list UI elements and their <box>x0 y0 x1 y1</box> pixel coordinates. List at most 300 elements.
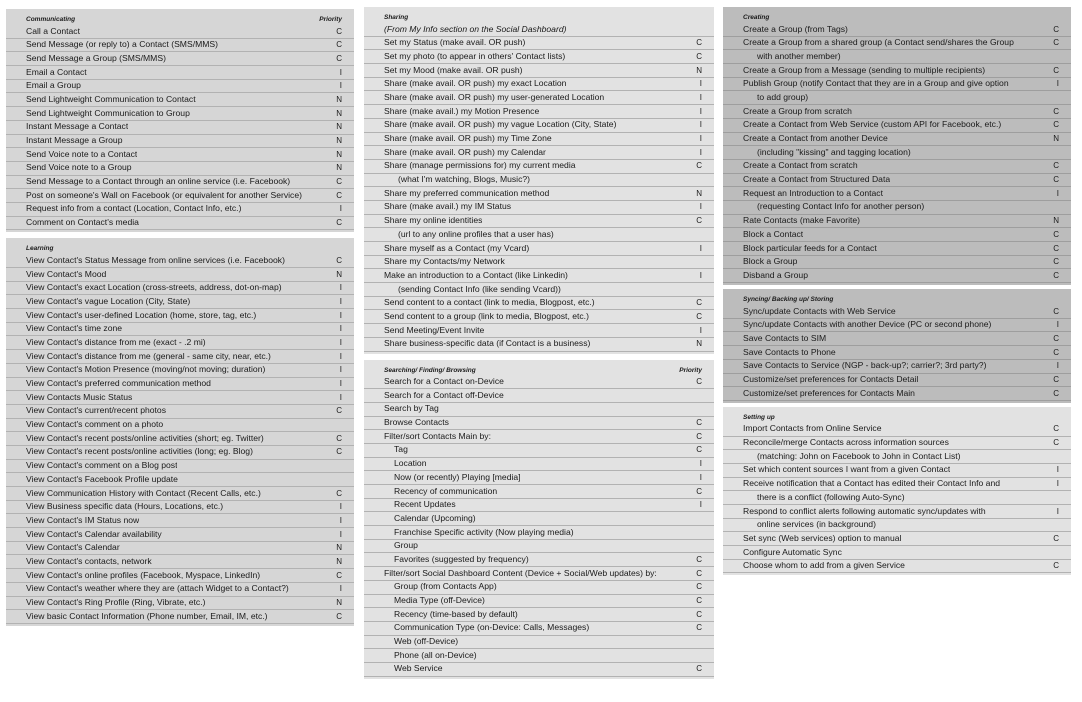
task-row <box>723 78 1071 92</box>
task-row <box>723 133 1071 147</box>
task-row <box>364 663 714 677</box>
task-row <box>364 444 714 458</box>
task-row <box>364 201 714 215</box>
task-row <box>6 93 354 107</box>
priority-value: C <box>1053 243 1059 253</box>
task-row <box>6 460 354 474</box>
task-label: there is a conflict (following Auto-Sync) <box>757 491 905 502</box>
priority-value: I <box>339 392 342 402</box>
task-row <box>364 471 714 485</box>
priority-value: C <box>696 445 702 455</box>
section-heading <box>364 366 714 376</box>
section-title: Learning <box>26 245 54 253</box>
task-label: online services (in background) <box>757 519 876 530</box>
priority-value: C <box>696 486 702 496</box>
priority-value: C <box>1053 229 1059 239</box>
priority-value: C <box>336 488 342 498</box>
task-label: Recency of communication <box>394 485 498 496</box>
priority-value: C <box>696 418 702 428</box>
task-label: View Contact's contacts, network <box>26 555 152 566</box>
task-row <box>364 512 714 526</box>
task-row <box>364 283 714 297</box>
task-row <box>364 622 714 636</box>
task-label: View Contact's preferred communication method <box>26 378 211 388</box>
task-row <box>364 485 714 499</box>
task-row <box>364 636 714 650</box>
priority-value: N <box>336 598 342 607</box>
task-label: Share (make avail. OR push) my Calendar <box>384 146 546 157</box>
task-row <box>723 546 1071 560</box>
task-label: View Business specific data (Hours, Locations, etc.) <box>26 501 224 512</box>
task-label: Block a Contact <box>743 228 804 239</box>
task-label: Email a Group <box>26 80 81 91</box>
task-label: View Contact's weather where they are (attach Widget to a Contact?) <box>26 583 289 594</box>
task-row <box>723 346 1071 360</box>
task-row <box>6 254 354 268</box>
task-label: Save Contacts to Phone <box>743 346 836 357</box>
priority-value: C <box>696 596 702 605</box>
task-row <box>723 478 1071 492</box>
task-row <box>364 417 714 431</box>
task-label: Send Voice note to a Contact <box>26 148 138 159</box>
task-label: Create a Contact from Web Service (custom API for Facebook, etc.) <box>743 119 1002 130</box>
priority-value: I <box>339 379 342 388</box>
priority-value: C <box>696 161 702 171</box>
priority-value: C <box>696 554 702 564</box>
task-label: Create a Group (from Tags) <box>743 23 848 34</box>
priority-value: C <box>696 582 702 592</box>
task-label: View Contact's vague Location (City, State) <box>26 295 191 306</box>
task-row <box>6 597 354 611</box>
task-label: Share (make avail. OR push) my exact Location <box>384 78 567 89</box>
priority-value: N <box>336 269 342 279</box>
section-title: Setting up <box>743 413 775 421</box>
task-row <box>364 133 714 147</box>
task-label: Create a Group from a shared group (a Contact send/shares the Group <box>743 37 1014 48</box>
task-row <box>364 526 714 540</box>
task-label: View Contact's distance from me (exact - .2 mi) <box>26 336 206 347</box>
task-label: Communication Type (on-Device: Calls, Messages) <box>394 622 590 633</box>
task-row <box>6 610 354 624</box>
priority-value: I <box>1056 79 1059 89</box>
priority-value: C <box>1053 161 1059 171</box>
priority-value: C <box>1053 106 1059 116</box>
task-label: Group <box>394 540 418 551</box>
task-label: (url to any online profiles that a user has) <box>398 228 554 239</box>
task-row <box>723 50 1071 64</box>
task-row <box>6 203 354 217</box>
priority-heading: Priority <box>679 366 702 374</box>
task-row <box>723 23 1071 37</box>
priority-value: N <box>336 136 342 145</box>
task-row <box>364 160 714 174</box>
task-label: Request an Introduction to a Contact <box>743 187 883 198</box>
task-row <box>364 91 714 105</box>
task-row <box>364 389 714 403</box>
section-title: Syncing/ Backing up/ Storing <box>743 296 834 304</box>
priority-value: C <box>336 53 342 63</box>
task-label: Disband a Group <box>743 269 808 280</box>
task-label: Web Service <box>394 663 443 674</box>
section-title: Sharing <box>384 14 409 21</box>
priority-value: I <box>339 204 342 214</box>
task-label: (what I'm watching, Blogs, Music?) <box>398 174 531 185</box>
task-row <box>723 174 1071 188</box>
task-label: Share my Contacts/my Network <box>384 256 505 267</box>
task-row <box>364 78 714 92</box>
task-label: (requesting Contact Info for another person) <box>757 201 925 212</box>
task-row <box>364 458 714 472</box>
task-row <box>723 450 1071 464</box>
priority-value: C <box>696 664 702 674</box>
priority-value: N <box>336 122 342 132</box>
priority-value: C <box>336 40 342 50</box>
priority-value: I <box>699 202 702 212</box>
task-label: with another member) <box>757 50 841 61</box>
priority-value: C <box>1053 38 1059 48</box>
task-row <box>364 146 714 160</box>
task-label: View Contact's recent posts/online activities (short; eg. Twitter) <box>26 432 264 443</box>
task-label: View Contact's Facebook Profile update <box>26 473 178 484</box>
task-label: View Contact's Status Message from online services (i.e. Facebook) <box>26 254 285 265</box>
task-label: Create a Group from a Message (sending to multiple recipients) <box>743 64 986 75</box>
section-setting-up <box>723 407 1071 576</box>
priority-value: N <box>336 556 342 566</box>
task-row <box>6 501 354 515</box>
task-row <box>723 64 1071 78</box>
priority-value: N <box>1053 134 1059 143</box>
task-row <box>6 25 354 39</box>
priority-value: I <box>699 500 702 510</box>
task-label: Share myself as a Contact (my Vcard) <box>384 242 530 253</box>
priority-value: I <box>339 283 342 293</box>
priority-value: N <box>696 339 702 349</box>
task-label: Respond to conflict alerts following automatic sync/updates with <box>743 505 986 516</box>
section-heading <box>364 13 714 23</box>
task-row <box>364 37 714 51</box>
task-row <box>364 540 714 554</box>
priority-value: C <box>1053 24 1059 34</box>
task-row <box>723 256 1071 270</box>
task-row <box>723 91 1071 105</box>
task-row <box>364 338 714 352</box>
priority-value: I <box>1056 361 1059 371</box>
task-row <box>6 176 354 190</box>
priority-value: C <box>696 216 702 226</box>
task-label: Post on someone's Wall on Facebook (or equivalent for another Service) <box>26 189 302 200</box>
task-label: View Contact's IM Status now <box>26 514 140 525</box>
task-label: (sending Contact Info (like sending Vcard)) <box>398 283 561 294</box>
task-label: (From My Info section on the Social Dashboard) <box>384 23 567 34</box>
task-row <box>6 189 354 203</box>
task-label: Create a Contact from another Device <box>743 133 888 143</box>
priority-value: C <box>696 623 702 633</box>
task-row <box>723 319 1071 333</box>
task-row <box>6 309 354 323</box>
task-label: Share (manage permissions for) my current media <box>384 160 576 171</box>
task-label: Send Lightweight Communication to Group <box>26 107 190 118</box>
task-label: Create a Contact from Structured Data <box>743 174 891 185</box>
task-row <box>723 532 1071 546</box>
priority-value: I <box>339 296 342 306</box>
task-row <box>6 148 354 162</box>
task-row <box>6 432 354 446</box>
task-row <box>723 519 1071 533</box>
task-row <box>6 378 354 392</box>
priority-value: I <box>339 584 342 594</box>
task-label: Save Contacts to Service (NGP - back-up?; carrier?; 3rd party?) <box>743 360 987 371</box>
task-row <box>6 350 354 364</box>
task-label: Configure Automatic Sync <box>743 546 842 557</box>
section-syncing-backing-up-storing <box>723 289 1071 403</box>
priority-value: I <box>339 515 342 525</box>
priority-value: I <box>339 529 342 539</box>
priority-value: I <box>699 147 702 157</box>
priority-value: C <box>696 609 702 619</box>
task-row <box>723 146 1071 160</box>
task-label: (including "kissing" and tagging location) <box>757 146 911 157</box>
task-row <box>6 336 354 350</box>
task-label: Send Voice note to a Group <box>26 162 132 173</box>
priority-value: C <box>1053 175 1059 185</box>
task-row <box>723 228 1071 242</box>
task-row <box>723 560 1071 574</box>
priority-value: I <box>699 472 702 482</box>
section-searching-finding-browsing <box>364 360 714 679</box>
task-row <box>723 201 1071 215</box>
task-label: Reconcile/merge Contacts across information sources <box>743 437 949 448</box>
task-row <box>723 242 1071 256</box>
task-label: View Contact's distance from me (general - same city, near, etc.) <box>26 350 271 361</box>
priority-value: C <box>1053 561 1059 571</box>
task-label: Phone (all on-Device) <box>394 649 477 660</box>
task-label: Recent Updates <box>394 499 456 510</box>
task-label: Publish Group (notify Contact that they are in a Group and give option <box>743 78 1009 89</box>
task-label: Share (make avail. OR push) my user-generated Location <box>384 91 605 102</box>
priority-value: I <box>1056 320 1059 330</box>
priority-value: I <box>699 459 702 469</box>
priority-value: C <box>336 255 342 265</box>
task-label: View Contact's Motion Presence (moving/not moving; duration) <box>26 364 266 375</box>
task-row <box>364 105 714 119</box>
priority-value: N <box>1053 216 1059 226</box>
priority-value: I <box>339 324 342 334</box>
task-row <box>364 567 714 581</box>
task-row <box>364 324 714 338</box>
priority-value: C <box>696 51 702 61</box>
task-label: Search for a Contact off-Device <box>384 389 504 400</box>
task-row <box>723 215 1071 229</box>
priority-value: C <box>336 218 342 228</box>
task-row <box>364 608 714 622</box>
task-label: Create a Contact from scratch <box>743 160 858 171</box>
task-label: Location <box>394 458 427 469</box>
column-right <box>723 7 1071 575</box>
task-label: Favorites (suggested by frequency) <box>394 553 529 564</box>
task-row <box>364 403 714 417</box>
section-heading <box>6 244 354 254</box>
task-row <box>6 52 354 66</box>
task-label: Share my online identities <box>384 215 483 226</box>
task-label: Recency (time-based by default) <box>394 608 518 619</box>
priority-value: C <box>1053 333 1059 343</box>
task-label: Share (make avail.) my IM Status <box>384 201 512 212</box>
section-title: Creating <box>743 14 770 21</box>
priority-value: N <box>696 188 702 198</box>
task-label: Choose whom to add from a given Service <box>743 560 905 571</box>
task-row <box>6 268 354 282</box>
task-label: View Contact's Mood <box>26 268 107 279</box>
task-row <box>6 542 354 556</box>
task-row <box>6 405 354 419</box>
priority-value: C <box>1053 257 1059 267</box>
task-label: Send content to a contact (link to media, Blogpost, etc.) <box>384 297 595 308</box>
task-row <box>723 160 1071 174</box>
priority-value: I <box>339 502 342 512</box>
priority-value: C <box>1053 120 1059 130</box>
task-row <box>723 437 1071 451</box>
priority-value: N <box>336 543 342 553</box>
priority-value: C <box>696 38 702 48</box>
task-row <box>6 282 354 296</box>
task-label: Create a Group from scratch <box>743 105 852 116</box>
priority-value: C <box>336 570 342 580</box>
task-row <box>723 491 1071 505</box>
task-label: View Contact's user-defined Location (home, store, tag, etc.) <box>26 309 257 320</box>
priority-value: I <box>1056 479 1059 489</box>
task-row <box>6 66 354 80</box>
task-row <box>364 174 714 188</box>
task-row <box>723 360 1071 374</box>
task-row <box>6 121 354 135</box>
task-row <box>723 187 1071 201</box>
task-label: Calendar (Upcoming) <box>394 512 476 523</box>
task-row <box>723 423 1071 437</box>
task-row <box>364 242 714 256</box>
task-label: Set my photo (to appear in others' Contact lists) <box>384 50 566 61</box>
task-row <box>364 310 714 324</box>
task-label: Tag <box>394 444 408 455</box>
task-row <box>364 187 714 201</box>
task-row <box>6 107 354 121</box>
task-label: Block a Group <box>743 256 798 267</box>
task-label: Comment on Contact's media <box>26 217 139 228</box>
priority-value: C <box>1053 533 1059 543</box>
task-label: Share (make avail. OR push) my Time Zone <box>384 133 552 143</box>
section-heading <box>723 413 1071 423</box>
task-row <box>364 50 714 64</box>
task-label: Instant Message a Contact <box>26 121 129 132</box>
task-row <box>364 256 714 270</box>
task-label: View Contact's time zone <box>26 323 123 334</box>
task-row <box>6 217 354 231</box>
task-row <box>364 499 714 513</box>
priority-value: C <box>1053 388 1059 398</box>
task-label: Set sync (Web services) option to manual <box>743 532 902 543</box>
task-label: View Contact's exact Location (cross-streets, address, dot-on-map) <box>26 282 282 293</box>
task-row <box>723 464 1071 478</box>
task-label: Make an introduction to a Contact (like Linkedin) <box>384 269 568 280</box>
task-label: Send content to a group (link to media, Blogpost, etc.) <box>384 310 589 321</box>
task-label: Rate Contacts (make Favorite) <box>743 215 861 226</box>
priority-value: N <box>696 65 702 75</box>
priority-value: C <box>336 611 342 621</box>
task-label: Save Contacts to SIM <box>743 332 827 343</box>
section-title: Communicating <box>26 16 76 23</box>
priority-value: C <box>1053 424 1059 434</box>
task-label: Send Message to a Contact through an online service (i.e. Facebook) <box>26 176 291 187</box>
priority-value: I <box>339 337 342 347</box>
task-row <box>6 583 354 597</box>
task-label: (matching: John on Facebook to John in Contact List) <box>757 450 961 461</box>
task-row <box>6 446 354 460</box>
priority-value: I <box>1056 465 1059 475</box>
task-label: Block particular feeds for a Contact <box>743 242 877 253</box>
priority-value: I <box>699 106 702 116</box>
task-label: Send Meeting/Event Invite <box>384 324 485 335</box>
task-row <box>6 162 354 176</box>
priority-value: C <box>336 433 342 443</box>
task-label: View Contact's Calendar availability <box>26 528 162 539</box>
task-label: Share my preferred communication method <box>384 187 550 198</box>
task-row <box>364 581 714 595</box>
task-label: Media Type (off-Device) <box>394 595 485 605</box>
priority-value: I <box>699 92 702 102</box>
task-label: Receive notification that a Contact has edited their Contact Info and <box>743 478 1001 489</box>
priority-value: I <box>699 120 702 130</box>
task-row <box>6 419 354 433</box>
task-row <box>6 135 354 149</box>
section-creating <box>723 7 1071 285</box>
priority-value: C <box>696 377 702 386</box>
priority-value: C <box>696 568 702 578</box>
priority-value: I <box>339 351 342 361</box>
priority-value: I <box>339 310 342 320</box>
task-row <box>364 553 714 567</box>
task-label: Send Lightweight Communication to Contact <box>26 93 196 104</box>
priority-value: I <box>1056 188 1059 198</box>
priority-value: I <box>699 79 702 89</box>
task-row <box>364 269 714 283</box>
task-row <box>6 514 354 528</box>
priority-value: C <box>1053 375 1059 384</box>
priority-value: C <box>696 298 702 308</box>
task-label: Sync/update Contacts with Web Service <box>743 305 896 316</box>
task-row <box>6 39 354 53</box>
task-label: View Contact's Ring Profile (Ring, Vibrate, etc.) <box>26 597 206 607</box>
task-row <box>364 297 714 311</box>
task-row <box>364 215 714 229</box>
priority-value: C <box>1053 347 1059 357</box>
task-row <box>364 649 714 663</box>
task-label: View basic Contact Information (Phone number, Email, IM, etc.) <box>26 610 268 621</box>
priority-value: I <box>1056 506 1059 516</box>
task-label: View Contact's recent posts/online activities (long; eg. Blog) <box>26 446 253 457</box>
task-row <box>364 119 714 133</box>
priority-heading: Priority <box>319 16 342 23</box>
task-row <box>723 37 1071 51</box>
task-label: Send Message a Group (SMS/MMS) <box>26 52 166 63</box>
section-learning <box>6 238 354 626</box>
task-label: Browse Contacts <box>384 417 449 428</box>
priority-value: C <box>696 311 702 321</box>
priority-value: I <box>339 67 342 77</box>
task-row <box>6 323 354 337</box>
priority-value: N <box>336 108 342 118</box>
task-label: Customize/set preferences for Contacts Detail <box>743 374 919 384</box>
task-label: Request info from a contact (Location, Contact Info, etc.) <box>26 203 242 214</box>
priority-value: I <box>699 243 702 253</box>
